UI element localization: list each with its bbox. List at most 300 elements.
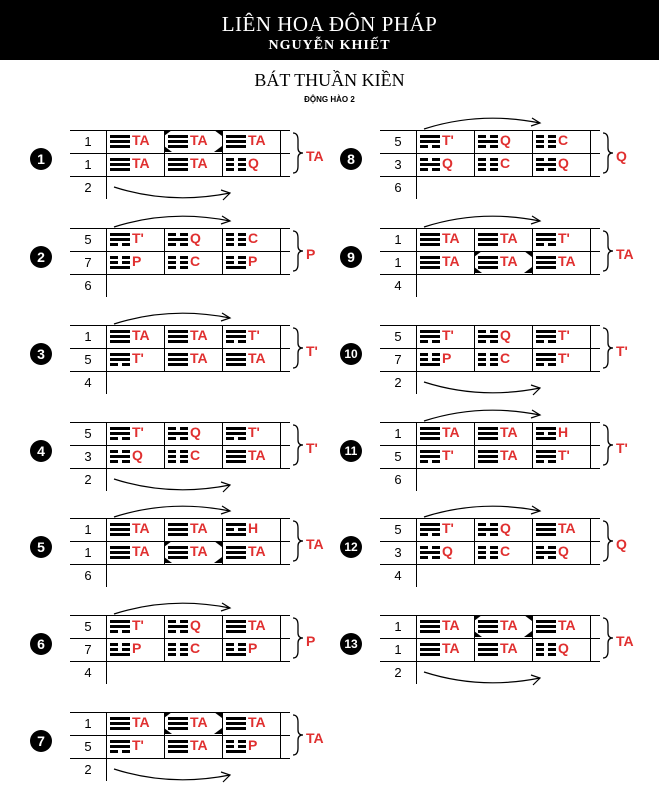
trigram-cell <box>164 445 222 467</box>
trigram-label: TA <box>190 737 208 753</box>
trigram-cell <box>474 445 532 467</box>
result-label: T' <box>306 440 318 456</box>
trigram-label: TA <box>248 714 266 730</box>
trigram-cell <box>416 130 474 152</box>
trigram-kien-icon <box>478 619 498 634</box>
trigram-label: TA <box>558 617 576 633</box>
table-rule <box>380 661 600 662</box>
trigram-label: C <box>190 640 201 656</box>
trigram-label: TA <box>442 253 460 269</box>
trigram-cell <box>474 130 532 152</box>
trigram-label: H <box>248 520 259 536</box>
trigram-cell <box>106 325 164 347</box>
author-name: NGUYỄN KHIẾT <box>268 38 391 53</box>
diagram-block <box>30 712 324 792</box>
hexagram-table <box>70 615 290 684</box>
hexagram-table <box>380 518 600 587</box>
trigram-khon-icon <box>168 255 188 270</box>
swap-arrow-icon <box>420 405 550 423</box>
trigram-cell <box>164 130 222 152</box>
trigram-cell <box>222 153 280 175</box>
trigram-cell <box>164 615 222 637</box>
brace-icon <box>602 230 614 272</box>
trigram-label: TA <box>248 447 266 463</box>
block-number: 3 <box>30 343 52 365</box>
trigram-label: TA <box>500 230 518 246</box>
trigram-can-icon <box>110 642 130 657</box>
trigram-cell <box>416 615 474 637</box>
trigram-label: TA <box>190 155 208 171</box>
row-number: 1 <box>84 134 92 149</box>
trigram-label: C <box>190 253 201 269</box>
trigram-label: TA <box>190 327 208 343</box>
table-rule <box>70 564 290 565</box>
trigram-cell <box>222 422 280 444</box>
swap-arrow-icon <box>110 185 240 203</box>
trigram-label: P <box>132 253 142 269</box>
trigram-cell <box>532 251 590 273</box>
result-label: T' <box>616 440 628 456</box>
diagram-block <box>30 228 316 308</box>
diagram-block <box>30 325 318 405</box>
trigram-khon-icon <box>478 157 498 172</box>
block-number: 9 <box>340 246 362 268</box>
trigram-cell <box>106 615 164 637</box>
table-rule <box>70 468 290 469</box>
trigram-cell <box>222 445 280 467</box>
result-label: T' <box>306 343 318 359</box>
diagram-block <box>340 615 634 695</box>
trigram-cell <box>222 518 280 540</box>
trigram-label: Q <box>500 132 511 148</box>
diagram-block <box>340 422 628 502</box>
trigram-cell <box>222 712 280 734</box>
section-title: BÁT THUẦN KIỀN <box>254 70 405 90</box>
table-rule <box>590 615 591 661</box>
trigram-kien-icon <box>536 619 556 634</box>
table-rule <box>590 130 591 176</box>
row-number: 1 <box>394 255 402 270</box>
trigram-cell <box>416 638 474 660</box>
trigram-cell <box>416 422 474 444</box>
table-rule <box>380 468 600 469</box>
table-rule <box>590 518 591 564</box>
swap-arrow-icon <box>110 501 240 519</box>
trigram-cell <box>532 153 590 175</box>
hexagram-table <box>380 228 600 297</box>
trigram-cell <box>532 541 590 563</box>
trigram-cell <box>222 615 280 637</box>
trigram-cell <box>222 251 280 273</box>
bottom-number: 2 <box>84 180 92 195</box>
hexagram-table <box>70 228 290 297</box>
trigram-label: T' <box>132 737 144 753</box>
table-rule <box>280 325 281 371</box>
hexagram-table <box>380 422 600 491</box>
trigram-ton-icon <box>226 426 246 441</box>
trigram-label: TA <box>442 617 460 633</box>
swap-arrow-icon <box>110 767 240 785</box>
trigram-can-icon <box>420 352 440 367</box>
trigram-cell <box>416 325 474 347</box>
trigram-cell <box>164 422 222 444</box>
trigram-kham-icon <box>168 619 188 634</box>
trigram-label: T' <box>558 350 570 366</box>
trigram-kham-icon <box>536 157 556 172</box>
table-rule <box>380 371 600 372</box>
trigram-kien-icon <box>168 522 188 537</box>
row-number: 1 <box>84 522 92 537</box>
trigram-cell <box>474 228 532 250</box>
trigram-kien-icon <box>478 642 498 657</box>
trigram-label: T' <box>442 520 454 536</box>
trigram-label: TA <box>500 617 518 633</box>
trigram-cell <box>106 735 164 757</box>
row-number: 5 <box>394 522 402 537</box>
trigram-cell <box>106 638 164 660</box>
trigram-cell <box>416 445 474 467</box>
trigram-label: H <box>558 424 569 440</box>
trigram-label: P <box>248 737 258 753</box>
trigram-cell <box>164 325 222 347</box>
brace-icon <box>292 424 304 466</box>
trigram-kham-icon <box>478 134 498 149</box>
bottom-number: 6 <box>84 568 92 583</box>
trigram-cell <box>164 638 222 660</box>
trigram-cell <box>416 518 474 540</box>
trigram-label: TA <box>248 350 266 366</box>
trigram-label: TA <box>500 253 518 269</box>
trigram-cell <box>474 325 532 347</box>
trigram-cell <box>474 153 532 175</box>
result-label: TA <box>306 536 324 552</box>
trigram-ly-icon <box>536 426 556 441</box>
trigram-cell <box>164 251 222 273</box>
trigram-kien-icon <box>478 426 498 441</box>
trigram-label: C <box>500 350 511 366</box>
swap-arrow-icon <box>420 501 550 519</box>
trigram-ton-icon <box>110 352 130 367</box>
trigram-cell <box>474 638 532 660</box>
swap-arrow-icon <box>110 308 240 326</box>
trigram-label: TA <box>190 132 208 148</box>
trigram-kien-icon <box>478 232 498 247</box>
trigram-ton-icon <box>110 619 130 634</box>
trigram-cell <box>164 712 222 734</box>
trigram-kien-icon <box>478 449 498 464</box>
trigram-label: TA <box>132 714 150 730</box>
trigram-label: TA <box>132 543 150 559</box>
trigram-label: Q <box>558 155 569 171</box>
row-number: 5 <box>394 329 402 344</box>
table-rule <box>280 615 281 661</box>
trigram-cell <box>532 518 590 540</box>
row-number: 5 <box>84 426 92 441</box>
trigram-label: T' <box>132 350 144 366</box>
trigram-cell <box>532 422 590 444</box>
trigram-cell <box>106 518 164 540</box>
trigram-kien-icon <box>420 642 440 657</box>
table-rule <box>380 274 600 275</box>
trigram-cell <box>106 445 164 467</box>
brace-icon <box>602 424 614 466</box>
trigram-cell <box>532 615 590 637</box>
trigram-label: P <box>442 350 452 366</box>
trigram-label: Q <box>132 447 143 463</box>
trigram-cell <box>222 735 280 757</box>
trigram-kien-icon <box>110 522 130 537</box>
trigram-label: P <box>248 640 258 656</box>
trigram-cell <box>474 348 532 370</box>
trigram-cell <box>222 325 280 347</box>
trigram-label: Q <box>190 230 201 246</box>
trigram-label: TA <box>500 447 518 463</box>
brace-icon <box>602 520 614 562</box>
row-number: 1 <box>84 157 92 172</box>
table-rule <box>280 518 281 564</box>
row-number: 1 <box>84 716 92 731</box>
trigram-label: T' <box>442 132 454 148</box>
row-number: 1 <box>394 642 402 657</box>
trigram-label: Q <box>558 640 569 656</box>
trigram-ton-icon <box>110 739 130 754</box>
trigram-cell <box>474 251 532 273</box>
trigram-cell <box>222 228 280 250</box>
trigram-kien-icon <box>168 157 188 172</box>
trigram-kham-icon <box>110 449 130 464</box>
trigram-label: Q <box>442 543 453 559</box>
trigram-cell <box>532 228 590 250</box>
trigram-label: TA <box>132 520 150 536</box>
trigram-label: TA <box>132 132 150 148</box>
row-number: 1 <box>84 329 92 344</box>
trigram-label: C <box>500 155 511 171</box>
trigram-kien-icon <box>110 157 130 172</box>
trigram-ton-icon <box>536 329 556 344</box>
trigram-label: T' <box>132 617 144 633</box>
trigram-kien-icon <box>420 619 440 634</box>
row-number: 3 <box>394 545 402 560</box>
row-number: 1 <box>84 545 92 560</box>
trigram-kien-icon <box>226 619 246 634</box>
block-number: 5 <box>30 536 52 558</box>
trigram-kham-icon <box>420 157 440 172</box>
section-subtitle: ĐỘNG HÀO 2 <box>304 95 355 104</box>
bottom-number: 6 <box>84 278 92 293</box>
trigram-khon-icon <box>536 642 556 657</box>
trigram-label: T' <box>558 447 570 463</box>
diagram-block <box>340 228 634 308</box>
trigram-ton-icon <box>420 134 440 149</box>
trigram-label: T' <box>132 230 144 246</box>
trigram-label: T' <box>442 447 454 463</box>
trigram-kien-icon <box>478 255 498 270</box>
row-number: 1 <box>394 426 402 441</box>
trigram-kien-icon <box>168 545 188 560</box>
trigram-ton-icon <box>420 449 440 464</box>
row-number: 7 <box>394 352 402 367</box>
table-rule <box>70 661 290 662</box>
brace-icon <box>292 327 304 369</box>
row-number: 3 <box>84 449 92 464</box>
trigram-cell <box>164 541 222 563</box>
block-number: 10 <box>340 343 362 365</box>
trigram-label: TA <box>248 617 266 633</box>
row-number: 5 <box>84 739 92 754</box>
brace-icon <box>292 132 304 174</box>
trigram-cell <box>164 518 222 540</box>
table-rule <box>70 758 290 759</box>
table-rule <box>590 422 591 468</box>
trigram-ton-icon <box>110 426 130 441</box>
result-label: TA <box>306 730 324 746</box>
trigram-ton-icon <box>420 522 440 537</box>
trigram-label: TA <box>442 424 460 440</box>
trigram-cell <box>106 541 164 563</box>
trigram-ton-icon <box>110 232 130 247</box>
trigram-cell <box>532 638 590 660</box>
bottom-number: 2 <box>84 472 92 487</box>
bottom-number: 4 <box>84 375 92 390</box>
brace-icon <box>602 132 614 174</box>
block-number: 8 <box>340 148 362 170</box>
trigram-khon-icon <box>168 642 188 657</box>
trigram-label: T' <box>248 424 260 440</box>
trigram-label: TA <box>132 327 150 343</box>
row-number: 3 <box>394 157 402 172</box>
trigram-khon-icon <box>168 449 188 464</box>
table-rule <box>380 564 600 565</box>
trigram-cell <box>106 422 164 444</box>
trigram-khon-icon <box>536 134 556 149</box>
row-number: 7 <box>84 642 92 657</box>
row-number: 5 <box>84 619 92 634</box>
trigram-kham-icon <box>168 232 188 247</box>
trigram-cell <box>416 228 474 250</box>
trigram-label: Q <box>500 327 511 343</box>
trigram-label: TA <box>190 543 208 559</box>
trigram-kien-icon <box>226 449 246 464</box>
trigram-cell <box>474 541 532 563</box>
trigram-can-icon <box>226 255 246 270</box>
brace-icon <box>292 520 304 562</box>
result-label: T' <box>616 343 628 359</box>
trigram-label: T' <box>248 327 260 343</box>
trigram-khon-icon <box>478 545 498 560</box>
trigram-label: P <box>248 253 258 269</box>
bottom-number: 2 <box>394 375 402 390</box>
trigram-kien-icon <box>420 232 440 247</box>
brace-icon <box>602 617 614 659</box>
trigram-kien-icon <box>168 716 188 731</box>
trigram-cell <box>222 638 280 660</box>
trigram-label: T' <box>558 230 570 246</box>
trigram-cell <box>474 518 532 540</box>
result-label: TA <box>616 633 634 649</box>
table-rule <box>70 274 290 275</box>
trigram-cell <box>532 445 590 467</box>
trigram-label: C <box>248 230 259 246</box>
trigram-label: Q <box>248 155 259 171</box>
trigram-kien-icon <box>420 426 440 441</box>
trigram-cell <box>106 228 164 250</box>
swap-arrow-icon <box>420 380 550 398</box>
hexagram-table <box>380 130 600 199</box>
trigram-kien-icon <box>226 134 246 149</box>
table-rule <box>590 228 591 274</box>
trigram-label: T' <box>558 327 570 343</box>
result-label: TA <box>616 246 634 262</box>
trigram-cell <box>416 541 474 563</box>
trigram-kien-icon <box>110 545 130 560</box>
bottom-number: 6 <box>394 472 402 487</box>
trigram-cell <box>474 615 532 637</box>
trigram-kien-icon <box>110 716 130 731</box>
block-number: 1 <box>30 148 52 170</box>
result-label: TA <box>306 148 324 164</box>
result-label: Q <box>616 536 627 552</box>
table-rule <box>590 325 591 371</box>
trigram-label: TA <box>558 253 576 269</box>
trigram-ton-icon <box>536 232 556 247</box>
trigram-cell <box>532 348 590 370</box>
trigram-kham-icon <box>420 545 440 560</box>
trigram-can-icon <box>226 642 246 657</box>
swap-arrow-icon <box>420 113 550 131</box>
brace-icon <box>292 617 304 659</box>
diagram-block <box>30 518 324 598</box>
row-number: 5 <box>84 352 92 367</box>
block-number: 13 <box>340 633 362 655</box>
trigram-khon-icon <box>226 232 246 247</box>
table-rule <box>380 176 600 177</box>
trigram-cell <box>532 130 590 152</box>
trigram-cell <box>222 348 280 370</box>
trigram-cell <box>532 325 590 347</box>
trigram-cell <box>416 153 474 175</box>
swap-arrow-icon <box>420 670 550 688</box>
trigram-ton-icon <box>420 329 440 344</box>
trigram-can-icon <box>110 255 130 270</box>
table-rule <box>280 228 281 274</box>
trigram-kien-icon <box>168 739 188 754</box>
trigram-cell <box>106 348 164 370</box>
trigram-label: C <box>190 447 201 463</box>
row-number: 7 <box>84 255 92 270</box>
trigram-ton-icon <box>226 329 246 344</box>
trigram-kien-icon <box>226 352 246 367</box>
trigram-cell <box>164 153 222 175</box>
trigram-cell <box>222 541 280 563</box>
trigram-label: TA <box>132 155 150 171</box>
trigram-cell <box>106 153 164 175</box>
trigram-label: TA <box>558 520 576 536</box>
trigram-kien-icon <box>168 329 188 344</box>
row-number: 5 <box>84 232 92 247</box>
trigram-cell <box>164 735 222 757</box>
trigram-kham-icon <box>478 522 498 537</box>
trigram-ly-icon <box>226 522 246 537</box>
trigram-cell <box>106 130 164 152</box>
trigram-khon-icon <box>226 157 246 172</box>
bottom-number: 4 <box>394 278 402 293</box>
trigram-label: Q <box>500 520 511 536</box>
trigram-label: P <box>132 640 142 656</box>
result-label: Q <box>616 148 627 164</box>
diagram-block <box>30 422 318 502</box>
table-rule <box>280 712 281 758</box>
diagram-block <box>30 130 324 210</box>
